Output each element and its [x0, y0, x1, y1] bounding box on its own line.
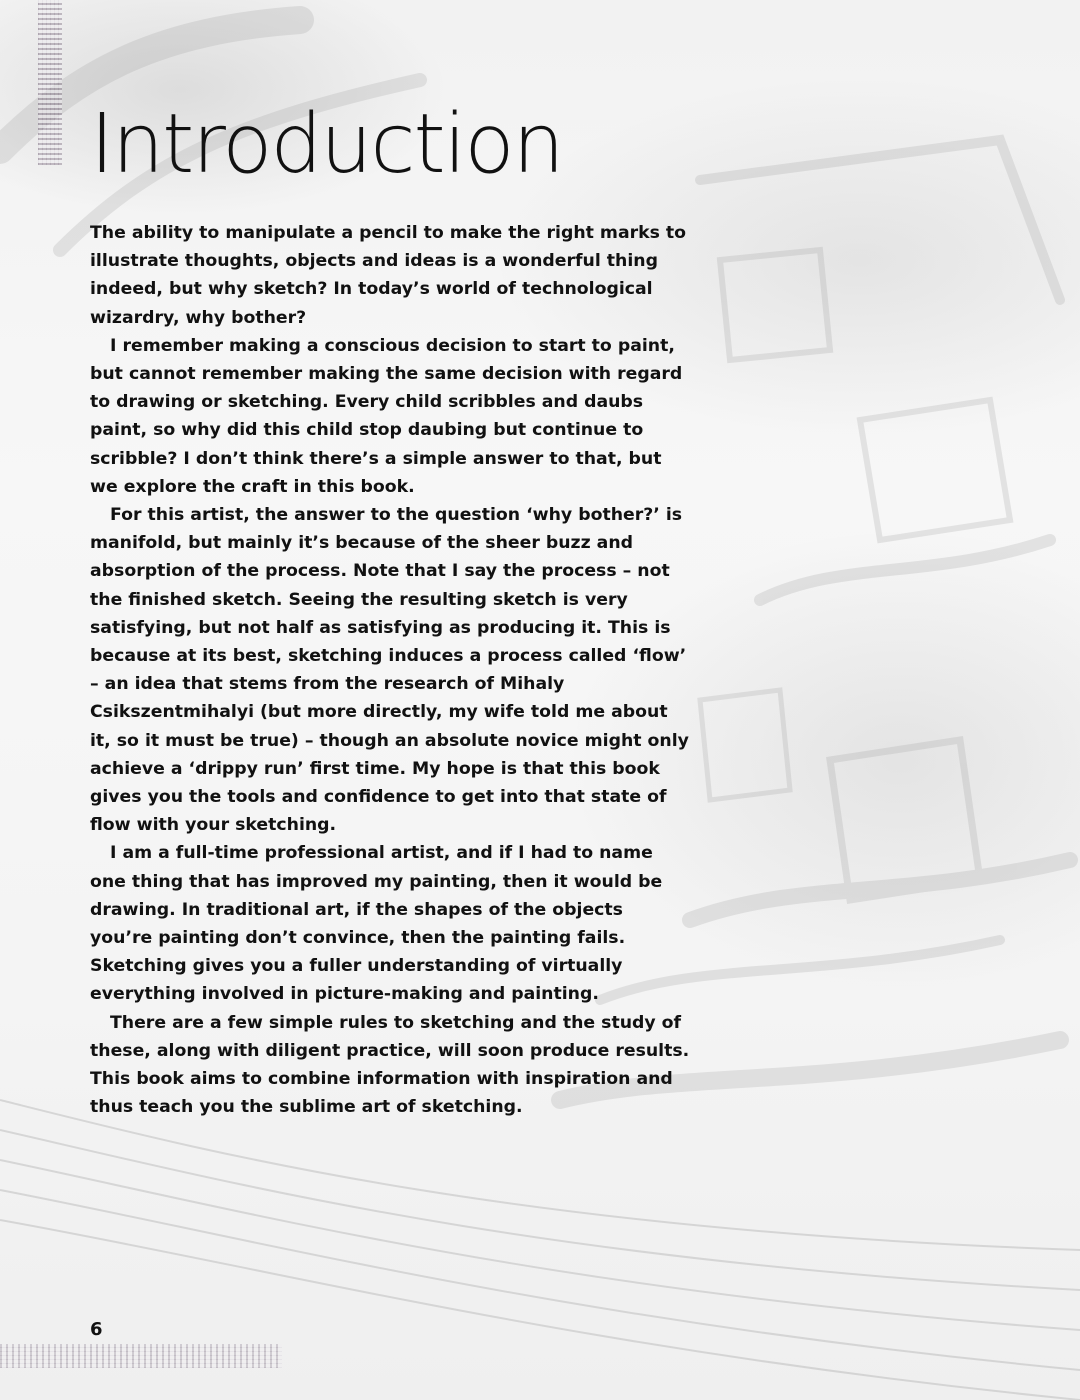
decorative-speckle-strip: [38, 0, 62, 165]
paragraph-3: For this artist, the answer to the question ‘why bother?’ is manifold, but mainly it’s because of the sheer buzz and absorption of the process. Note that I say the process – not the finished sketch. Seeing the resulting sketch is very satisfying, but not half as satisfying as producing it. This is because at its best, sketching induces a process called ‘flow’ – an idea that stems from the research of Mihaly Csikszentmihalyi (but more directly, my wife told me about it, so it must be true) – though an absolute novice might only achieve a ‘drippy run’ first time. My hope is that this book gives you the tools and confidence to get into that state of flow with your sketching.: [90, 505, 689, 836]
page-number: 6: [90, 1319, 103, 1340]
page-title: Introduction: [90, 97, 563, 192]
paragraph-4: I am a full-time professional artist, and if I had to name one thing that has improved my painting, then it would be drawing. In traditional art, if the shapes of the objects you’re painting don’t convince, then the painting fails. Sketching gives you a fuller understanding of virtually everything involved in picture-making and painting.: [90, 843, 663, 1005]
paragraph-2: I remember making a conscious decision to start to paint, but cannot remember making the same decision with regard to drawing or sketching. Every child scribbles and daubs paint, so why did this child stop daubing but continue to scribble? I don’t think there’s a simple answer to that, but we explore the craft in this book.: [90, 335, 683, 497]
paragraph-1: The ability to manipulate a pencil to make the right marks to illustrate thoughts, objects and ideas is a wonderful thing indeed, but why sketch? In today’s world of technological wizardry, why bother?: [90, 223, 687, 328]
decorative-speckle-strip-bottom: [0, 1344, 282, 1368]
paragraph-5: There are a few simple rules to sketching and the study of these, along with diligent practice, will soon produce results. This book aims to combine information with inspiration and thus teach you the sublime art of sketching.: [90, 1012, 690, 1118]
body-text: [90, 219, 690, 1122]
